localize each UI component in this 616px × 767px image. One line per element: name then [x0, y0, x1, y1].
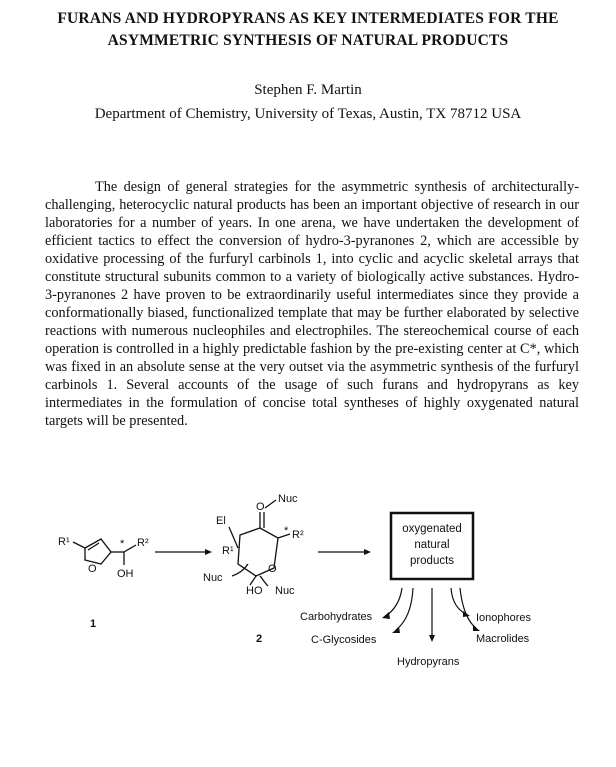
compound-1-number: 1: [90, 618, 97, 630]
compound-1-structure: [73, 539, 136, 565]
target-box-line-2: natural: [414, 539, 450, 551]
abstract: The design of general strategies for the asymmetric synthesis of architecturally-challenging, heterocyclic natural products has been an important objective of research in our laboratories for a number of years. In one arena, we have undertaken the development of efficient tactics to effect the conversion of hydro-3-pyranones 2, which are accessible by oxidative processing of the furfuryl carbinols 1, into cyclic and acyclic skeletal arrays that constitute structural subunits common to a variety of biologically active substances. Hydro-3-pyranones 2 have proven to be extraordinarily useful intermediates since they provide a conformationally biased, functionalized template that may be further elaborated by selective reactions with numerous nucleophiles and electrophiles. The stereochemical course of each operation is controlled in a highly predictable fashion by the pre-existing center at C*, which was fixed in an absolute sense at the very outset via the asymmetric synthesis of the furfuryl carbinols 1. Several accounts of the usage of such furans and hydropyrans as key intermediates in the formulation of concise total syntheses of highly oxygenated natural targets will be presented.: [45, 179, 579, 429]
compound-1-oh: OH: [117, 568, 134, 580]
target-carbohydrates: Carbohydrates: [300, 611, 373, 623]
compound-2-r2: R²: [292, 529, 304, 541]
target-macrolides: Macrolides: [476, 633, 530, 645]
compound-1-ring-oxygen: O: [88, 563, 97, 575]
compound-2-ring-oxygen: O: [268, 563, 277, 575]
arrow-2-to-targets: [318, 549, 371, 555]
compound-2-el: El: [216, 515, 226, 527]
arrow-1-to-2: [155, 549, 212, 555]
title-line-2: ASYMMETRIC SYNTHESIS OF NATURAL PRODUCTS: [107, 32, 509, 49]
compound-1-stereocenter: *: [120, 538, 125, 550]
target-box-line-3: products: [409, 555, 455, 567]
compound-2-stereocenter: *: [284, 525, 289, 537]
target-hydropyrans: Hydropyrans: [397, 656, 460, 668]
compound-2-nuc-left: Nuc: [203, 572, 223, 584]
title-line-1: FURANS AND HYDROPYRANS AS KEY INTERMEDIATES FOR THE: [57, 10, 559, 27]
target-c-glycosides: C-Glycosides: [311, 634, 377, 646]
target-arrows: [386, 588, 476, 636]
compound-2-nuc-top: Nuc: [278, 493, 298, 505]
compound-1-r2: R²: [137, 537, 149, 549]
compound-2-nuc-bottom: Nuc: [275, 585, 295, 597]
affiliation: Department of Chemistry, University of Texas, Austin, TX 78712 USA: [94, 106, 522, 122]
author: Stephen F. Martin: [254, 82, 362, 98]
target-ionophores: Ionophores: [476, 612, 532, 624]
compound-2-carbonyl-oxygen: O: [256, 501, 265, 513]
compound-2-ho: HO: [246, 585, 263, 597]
compound-2-number: 2: [256, 633, 263, 645]
target-box-line-1: oxygenated: [402, 523, 462, 535]
reaction-scheme: [0, 490, 616, 767]
compound-1-r1: R¹: [58, 536, 70, 548]
target-arrowheads: [382, 611, 480, 642]
compound-2-r1: R¹: [222, 545, 234, 557]
